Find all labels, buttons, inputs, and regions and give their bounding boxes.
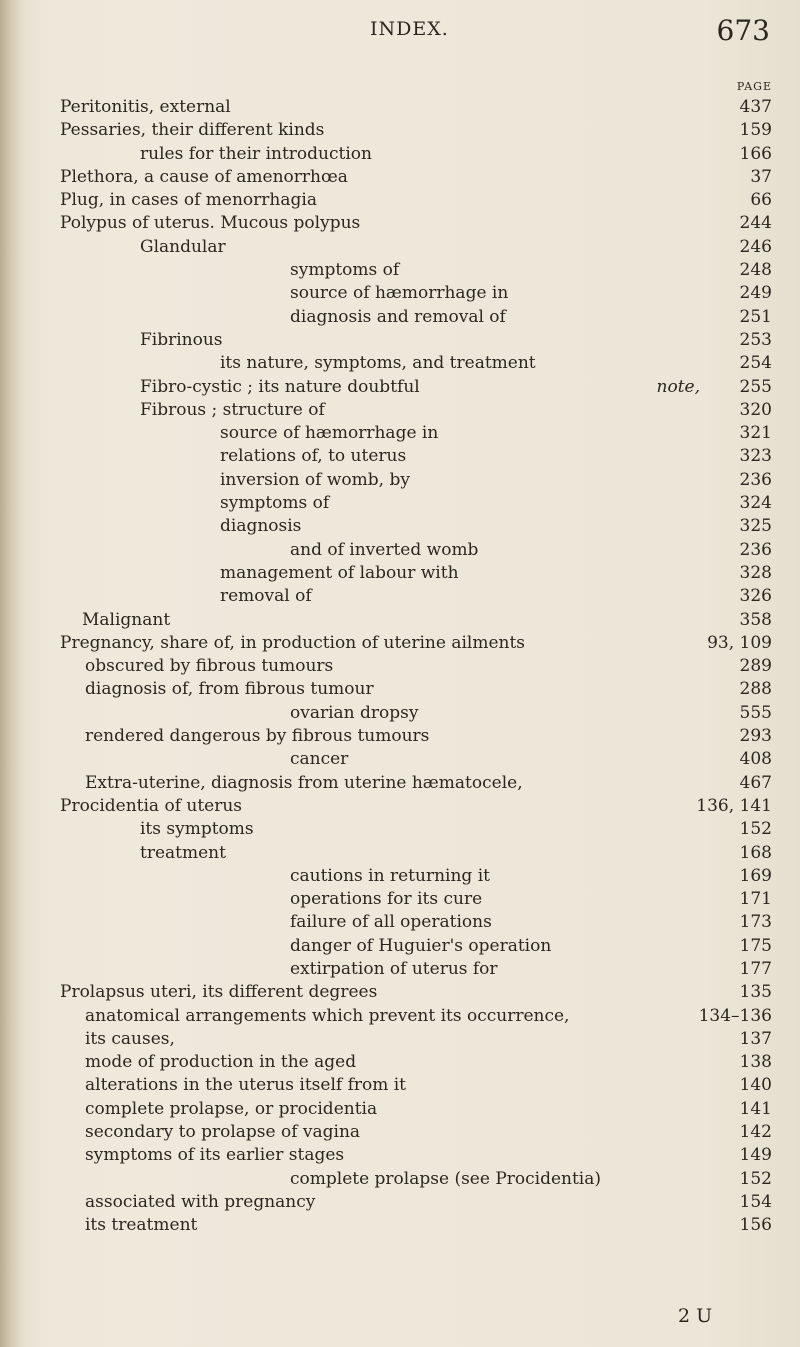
dot-leader — [385, 981, 734, 1004]
entry-page-number: 138 — [739, 1052, 772, 1073]
index-entry — [60, 655, 772, 678]
index-entry — [60, 1098, 772, 1121]
entry-text: mode of production in the aged — [85, 1052, 357, 1073]
dot-leader — [426, 702, 734, 725]
entry-page-number: 323 — [739, 446, 772, 467]
dot-leader — [183, 1028, 734, 1051]
entry-text: danger of Huguier's operation — [290, 935, 552, 956]
entry-text: its symptoms — [140, 819, 254, 840]
entry-page-number: 142 — [739, 1122, 772, 1143]
entry-text: treatment — [140, 842, 226, 863]
entry-page-number: 236 — [739, 539, 772, 560]
entry-page-number: 467 — [739, 772, 772, 793]
index-entry — [60, 329, 772, 352]
entry-page-number: 140 — [739, 1075, 772, 1096]
entry-text: inversion of womb, by — [220, 469, 410, 490]
dot-leader — [414, 1074, 734, 1097]
entry-text: Plethora, a cause of amenorrhœa — [60, 166, 348, 187]
dot-leader — [385, 1098, 734, 1121]
entry-page-number: 328 — [739, 562, 772, 583]
entry-text: Fibrous ; structure of — [140, 399, 325, 420]
entry-page-number: 254 — [739, 353, 772, 374]
index-entry — [60, 818, 772, 841]
dot-leader — [368, 212, 734, 235]
dot-leader — [231, 329, 734, 352]
dot-leader — [490, 888, 734, 911]
dot-leader — [382, 678, 734, 701]
entry-text: its nature, symptoms, and treatment — [220, 353, 536, 374]
index-entry — [60, 306, 772, 329]
entry-page-number: 236 — [739, 469, 772, 490]
dot-leader — [428, 376, 651, 399]
dot-leader — [320, 585, 734, 608]
dot-leader — [418, 469, 734, 492]
entry-page-number: 169 — [739, 865, 772, 886]
index-entry — [60, 166, 772, 189]
entry-text: ovarian dropsy — [290, 702, 419, 723]
entry-page-number: 555 — [739, 702, 772, 723]
index-entry — [60, 981, 772, 1004]
index-entry — [60, 609, 772, 632]
entry-text: Pregnancy, share of, in production of uterine ailments — [60, 632, 526, 653]
entry-text: relations of, to uterus — [220, 446, 407, 467]
page-number: 673 — [716, 14, 770, 47]
index-entry — [60, 842, 772, 865]
entry-page-number: 325 — [739, 516, 772, 537]
index-entry — [60, 96, 772, 119]
dot-leader — [341, 655, 734, 678]
entry-text: Prolapsus uteri, its different degrees — [60, 982, 378, 1003]
entry-page-number: 324 — [739, 493, 772, 514]
entry-text: source of hæmorrhage in — [220, 423, 439, 444]
dot-leader — [352, 1144, 734, 1167]
dot-leader — [414, 445, 734, 468]
page-binding-shadow — [0, 0, 22, 1347]
index-entry — [60, 469, 772, 492]
entry-page-number: 321 — [739, 423, 772, 444]
entry-text: alterations in the uterus itself from it — [85, 1075, 407, 1096]
entry-text: cautions in returning it — [290, 865, 490, 886]
index-entry — [60, 562, 772, 585]
index-entry — [60, 1191, 772, 1214]
index-entry — [60, 865, 772, 888]
page-column-label: PAGE — [736, 80, 772, 93]
index-entry — [60, 935, 772, 958]
dot-leader — [368, 1121, 734, 1144]
dot-leader — [234, 236, 734, 259]
index-entry — [60, 1005, 772, 1028]
index-entry — [60, 702, 772, 725]
index-entry — [60, 492, 772, 515]
index-entry — [60, 1121, 772, 1144]
dot-leader — [533, 632, 701, 655]
entry-page-number: 358 — [739, 609, 772, 630]
entry-text: Plug, in cases of menorrhagia — [60, 190, 317, 211]
entry-text: its causes, — [85, 1028, 175, 1049]
dot-leader — [239, 96, 734, 119]
entry-text: complete prolapse (see Procidentia) — [290, 1168, 602, 1189]
dot-leader — [467, 562, 734, 585]
entry-page-number: 253 — [739, 329, 772, 350]
entry-text: rules for their introduction — [140, 143, 372, 164]
dot-leader — [559, 935, 734, 958]
index-entry — [60, 1168, 772, 1191]
entry-text: diagnosis — [220, 516, 302, 537]
entry-text: diagnosis of, from fibrous tumour — [85, 679, 374, 700]
entry-text: and of inverted womb — [290, 539, 479, 560]
entry-text: Polypus of uterus. Mucous polypus — [60, 213, 361, 234]
entry-page-number: 289 — [739, 656, 772, 677]
dot-leader — [506, 958, 734, 981]
entry-page-number: 251 — [739, 306, 772, 327]
entry-page-number: 171 — [739, 889, 772, 910]
dot-leader — [323, 1191, 734, 1214]
entry-page-number: 408 — [739, 749, 772, 770]
dot-leader — [531, 772, 734, 795]
index-entry — [60, 1144, 772, 1167]
entry-text: operations for its cure — [290, 889, 483, 910]
dot-leader — [356, 748, 734, 771]
index-entry — [60, 888, 772, 911]
running-head: INDEX. — [370, 18, 449, 40]
entry-page-number: 156 — [739, 1215, 772, 1236]
index-entry — [60, 772, 772, 795]
index-entry — [60, 352, 772, 375]
dot-leader — [205, 1214, 734, 1237]
entry-text: its treatment — [85, 1215, 198, 1236]
dot-leader — [356, 166, 744, 189]
entry-text: Extra-uterine, diagnosis from uterine hæmatocele, — [85, 772, 523, 793]
index-entries — [60, 96, 772, 1238]
entry-text: anatomical arrangements which prevent its occurrence, — [85, 1005, 570, 1026]
entry-page-number: 166 — [739, 143, 772, 164]
index-entry — [60, 539, 772, 562]
dot-leader — [262, 818, 734, 841]
dot-leader — [609, 1168, 734, 1191]
entry-text: Fibrinous — [140, 329, 223, 350]
index-entry — [60, 911, 772, 934]
entry-text: rendered dangerous by fibrous tumours — [85, 726, 430, 747]
dot-leader — [407, 259, 734, 282]
dot-leader — [309, 515, 734, 538]
index-entry — [60, 725, 772, 748]
entry-page-number: 141 — [739, 1098, 772, 1119]
index-entry — [60, 119, 772, 142]
index-entry — [60, 376, 772, 399]
index-entry — [60, 189, 772, 212]
index-entry — [60, 748, 772, 771]
index-entry — [60, 282, 772, 305]
index-entry — [60, 143, 772, 166]
entry-text: removal of — [220, 586, 312, 607]
dot-leader — [332, 119, 734, 142]
index-entry — [60, 795, 772, 818]
entry-text: diagnosis and removal of — [290, 306, 506, 327]
dot-leader — [544, 352, 734, 375]
index-entry — [60, 632, 772, 655]
dot-leader — [380, 143, 734, 166]
entry-text: failure of all operations — [290, 912, 492, 933]
entry-page-number: 326 — [739, 586, 772, 607]
dot-leader — [364, 1051, 734, 1074]
entry-page-number: 244 — [739, 213, 772, 234]
dot-leader — [500, 911, 734, 934]
index-entry — [60, 585, 772, 608]
index-entry — [60, 515, 772, 538]
entry-page-number: 135 — [739, 982, 772, 1003]
index-entry — [60, 958, 772, 981]
entry-page-number: 175 — [739, 935, 772, 956]
dot-leader — [437, 725, 734, 748]
index-entry — [60, 1074, 772, 1097]
entry-text: secondary to prolapse of vagina — [85, 1122, 361, 1143]
index-entry — [60, 1214, 772, 1237]
entry-text: obscured by fibrous tumours — [85, 656, 334, 677]
entry-page-number: 137 — [739, 1028, 772, 1049]
index-entry — [60, 422, 772, 445]
dot-leader — [234, 842, 734, 865]
entry-page-number: 437 — [739, 97, 772, 117]
entry-text: Fibro-cystic ; its nature doubtful — [140, 376, 420, 397]
entry-text: management of labour with — [220, 562, 459, 583]
dot-leader — [178, 609, 734, 632]
entry-page-number: 136, 141 — [696, 795, 772, 816]
index-entry — [60, 1051, 772, 1074]
index-entry — [60, 259, 772, 282]
entry-page-number: 93, 109 — [707, 632, 772, 653]
dot-leader — [577, 1005, 693, 1028]
entry-text: Malignant — [82, 609, 171, 630]
entry-page-number: 154 — [739, 1191, 772, 1212]
entry-page-number: 152 — [739, 1168, 772, 1189]
dot-leader — [516, 282, 734, 305]
index-entry — [60, 236, 772, 259]
entry-text: source of hæmorrhage in — [290, 283, 509, 304]
entry-text: Pessaries, their different kinds — [60, 120, 325, 141]
entry-text: extirpation of uterus for — [290, 958, 498, 979]
entry-page-number: 168 — [739, 842, 772, 863]
entry-page-number: 149 — [739, 1145, 772, 1166]
entry-page-number: 66 — [750, 190, 772, 211]
entry-text: Peritonitis, external — [60, 97, 231, 117]
entry-text: symptoms of its earlier stages — [85, 1145, 345, 1166]
signature-mark: 2 U — [678, 1305, 713, 1327]
entry-page-number: 134–136 — [698, 1005, 772, 1026]
index-entry — [60, 212, 772, 235]
entry-text: Procidentia of uterus — [60, 795, 243, 816]
entry-page-number: 248 — [739, 260, 772, 281]
dot-leader — [333, 399, 734, 422]
entry-page-number: 293 — [739, 726, 772, 747]
entry-page-number: 246 — [739, 236, 772, 257]
index-entry — [60, 445, 772, 468]
entry-text: symptoms of — [290, 260, 400, 281]
entry-text: symptoms of — [220, 493, 330, 514]
entry-page-number: 173 — [739, 912, 772, 933]
entry-page-number: 37 — [750, 166, 772, 187]
entry-page-number: 288 — [739, 679, 772, 700]
dot-leader — [250, 795, 690, 818]
index-entry — [60, 399, 772, 422]
dot-leader — [486, 539, 734, 562]
dot-leader — [446, 422, 734, 445]
entry-note: note, — [656, 376, 700, 397]
dot-leader — [514, 306, 734, 329]
index-entry — [60, 1028, 772, 1051]
dot-leader — [498, 865, 734, 888]
dot-leader — [325, 189, 744, 212]
entry-page-number: 249 — [739, 283, 772, 304]
entry-text: associated with pregnancy — [85, 1191, 316, 1212]
dot-leader — [337, 492, 734, 515]
entry-page-number: 255 — [739, 376, 772, 397]
entry-page-number: 320 — [739, 399, 772, 420]
page-header — [0, 14, 800, 54]
entry-text: Glandular — [140, 236, 226, 257]
entry-page-number: 159 — [739, 120, 772, 141]
entry-page-number: 177 — [739, 958, 772, 979]
entry-text: cancer — [290, 749, 349, 770]
entry-page-number: 152 — [739, 819, 772, 840]
entry-text: complete prolapse, or procidentia — [85, 1098, 378, 1119]
index-entry — [60, 678, 772, 701]
